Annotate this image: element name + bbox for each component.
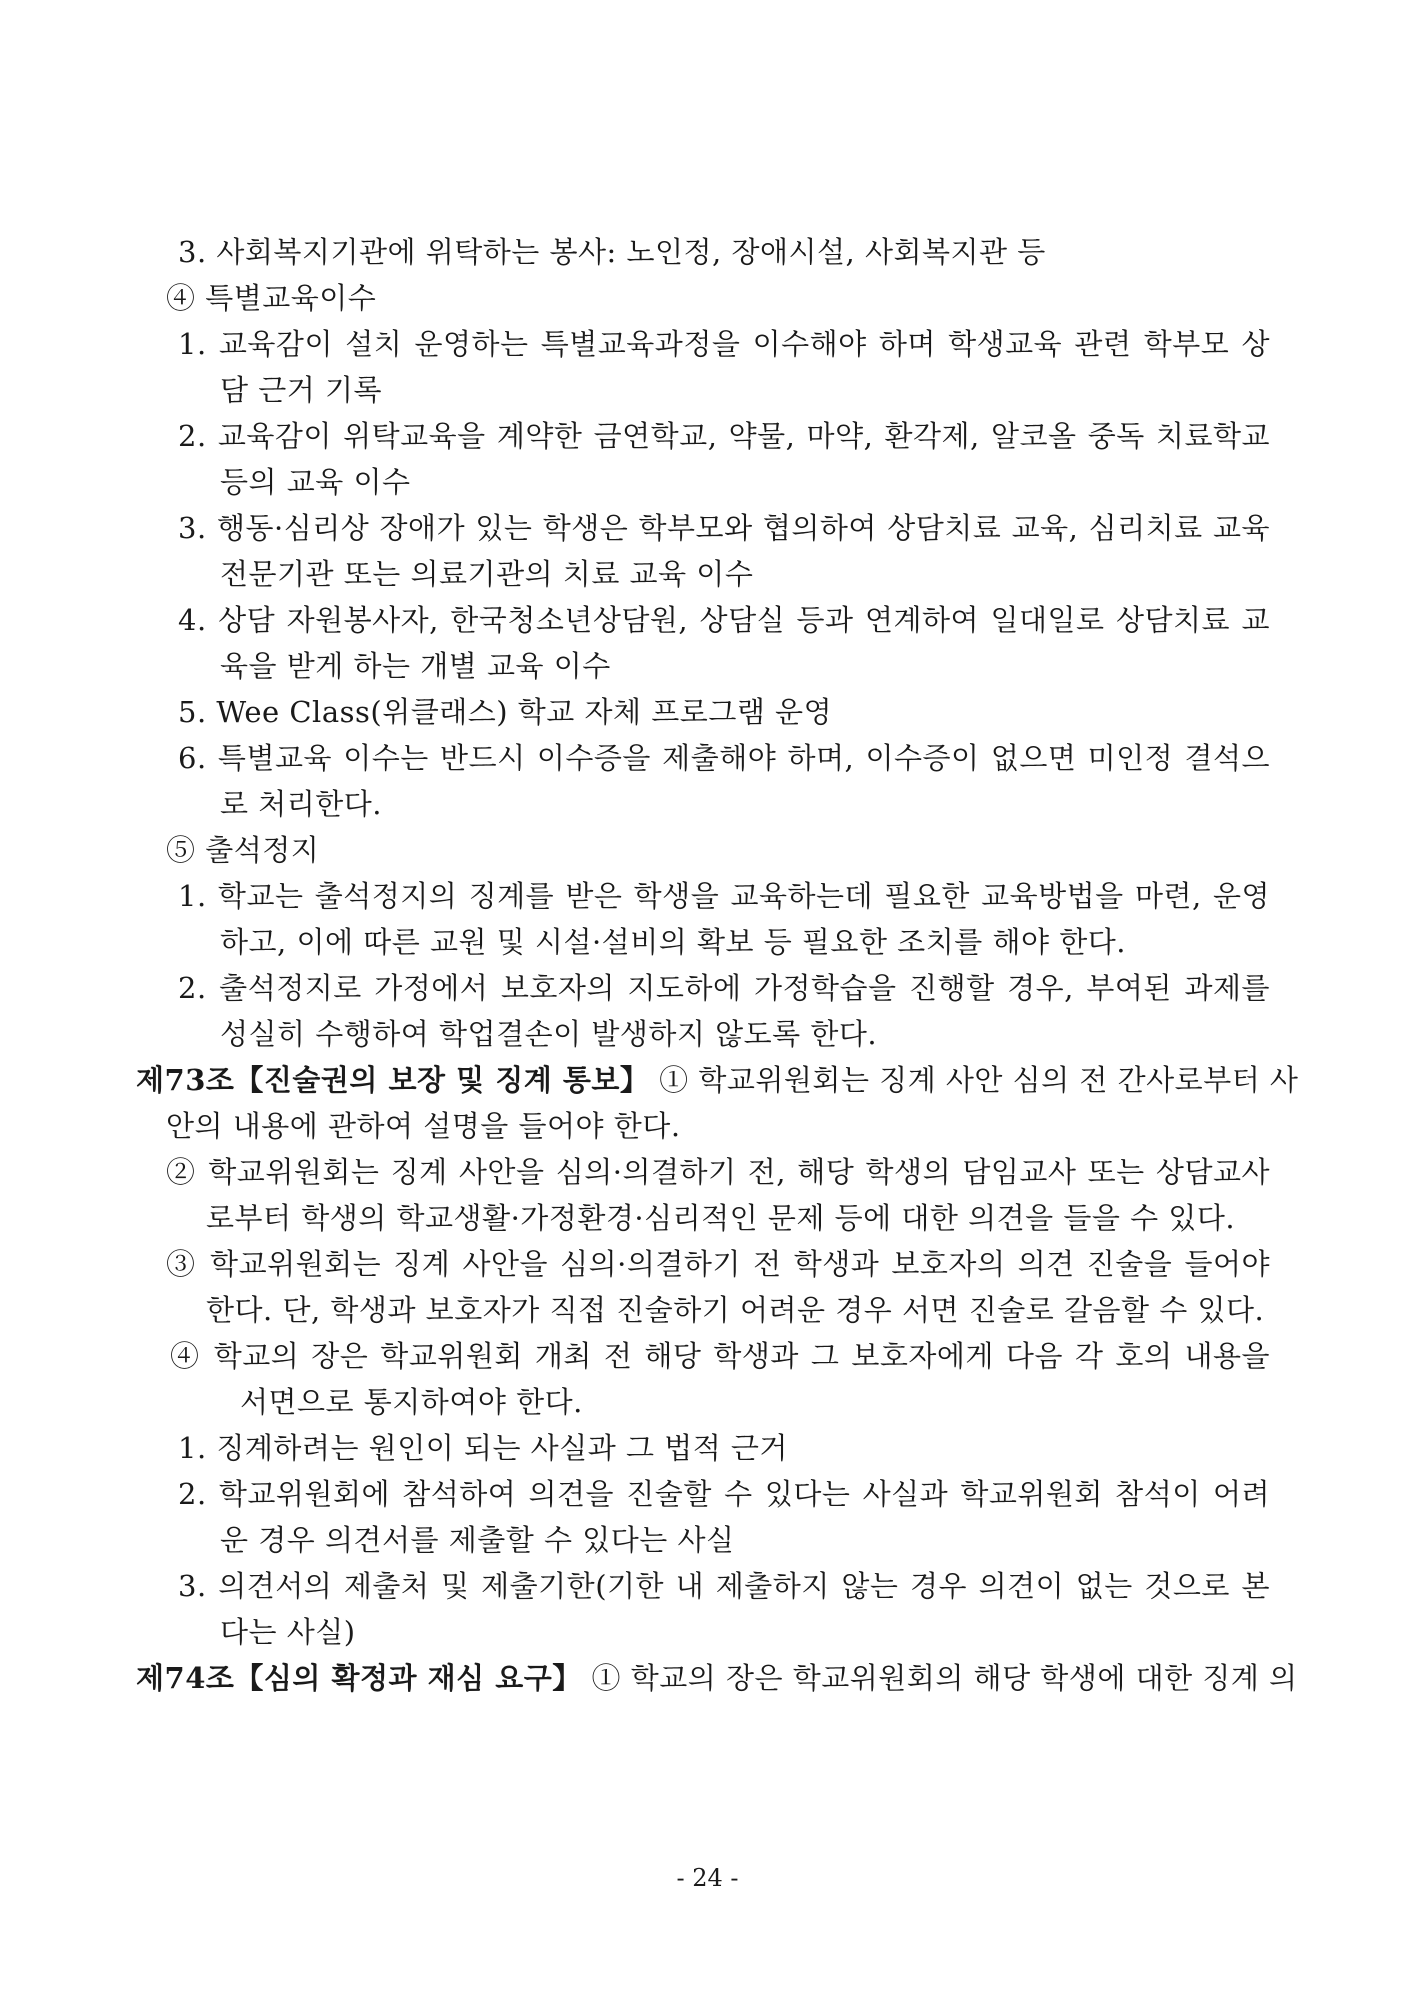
paragraph: ④ 학교의 장은 학교위원회 개최 전 해당 학생과 그 보호자에게 다음 각 호의 내용을 xyxy=(170,1339,1270,1373)
list-item-continuation: 다는 사실) xyxy=(220,1615,356,1649)
list-item: 6. 특별교육 이수는 반드시 이수증을 제출해야 하며, 이수증이 없으면 미인정 결석으 xyxy=(178,741,1270,775)
section-heading: ④ 특별교육이수 xyxy=(166,281,377,315)
article-74-text: ① 학교의 장은 학교위원회의 해당 학생에 대한 징계 의 xyxy=(591,1661,1298,1695)
paragraph: ② 학교위원회는 징계 사안을 심의·의결하기 전, 해당 학생의 담임교사 또는 상담교사 xyxy=(166,1155,1270,1189)
list-item-continuation: 담 근거 기록 xyxy=(220,373,383,407)
article-73-title: 제73조【진술권의 보장 및 징계 통보】 xyxy=(136,1063,650,1097)
list-item-continuation: 전문기관 또는 의료기관의 치료 교육 이수 xyxy=(220,557,754,591)
section-heading: ⑤ 출석정지 xyxy=(166,833,320,867)
list-item: 3. 사회복지기관에 위탁하는 봉사: 노인정, 장애시설, 사회복지관 등 xyxy=(178,235,1046,269)
list-item: 1. 징계하려는 원인이 되는 사실과 그 법적 근거 xyxy=(178,1431,788,1465)
paragraph-continuation: 한다. 단, 학생과 보호자가 직접 진술하기 어려운 경우 서면 진술로 갈음할 수 있다. xyxy=(206,1293,1265,1327)
list-item-continuation: 육을 받게 하는 개별 교육 이수 xyxy=(220,649,611,683)
list-item-continuation: 등의 교육 이수 xyxy=(220,465,411,499)
list-item: 1. 학교는 출석정지의 징계를 받은 학생을 교육하는데 필요한 교육방법을 마련, 운영 xyxy=(178,879,1270,913)
list-item: 1. 교육감이 설치 운영하는 특별교육과정을 이수해야 하며 학생교육 관련 학부모 상 xyxy=(178,327,1270,361)
list-item-continuation: 성실히 수행하여 학업결손이 발생하지 않도록 한다. xyxy=(220,1017,878,1051)
list-item: 5. Wee Class(위클래스) 학교 자체 프로그램 운영 xyxy=(178,695,833,729)
list-item: 3. 의견서의 제출처 및 제출기한(기한 내 제출하지 않는 경우 의견이 없는 것으로 본 xyxy=(178,1569,1270,1603)
article-73 xyxy=(136,1060,1299,1100)
list-item: 4. 상담 자원봉사자, 한국청소년상담원, 상담실 등과 연계하여 일대일로 상담치료 교 xyxy=(178,603,1270,637)
list-item: 3. 행동·심리상 장애가 있는 학생은 학부모와 협의하여 상담치료 교육, 심리치료 교육 xyxy=(178,511,1270,545)
list-item: 2. 학교위원회에 참석하여 의견을 진술할 수 있다는 사실과 학교위원회 참석이 어려 xyxy=(178,1477,1270,1511)
list-item-continuation: 하고, 이에 따른 교원 및 시설·설비의 확보 등 필요한 조치를 해야 한다. xyxy=(220,925,1126,959)
paragraph-continuation: 안의 내용에 관하여 설명을 들어야 한다. xyxy=(166,1109,681,1143)
article-74 xyxy=(136,1658,1298,1698)
paragraph-continuation: 서면으로 통지하여야 한다. xyxy=(240,1385,583,1419)
list-item: 2. 출석정지로 가정에서 보호자의 지도하에 가정학습을 진행할 경우, 부여된 과제를 xyxy=(178,971,1270,1005)
list-item-continuation: 로 처리한다. xyxy=(220,787,383,821)
page-number: - 24 - xyxy=(676,1864,739,1892)
list-item-continuation: 운 경우 의견서를 제출할 수 있다는 사실 xyxy=(220,1523,735,1557)
paragraph: ③ 학교위원회는 징계 사안을 심의·의결하기 전 학생과 보호자의 의견 진술을 들어야 xyxy=(166,1247,1270,1281)
list-item: 2. 교육감이 위탁교육을 계약한 금연학교, 약물, 마약, 환각제, 알코올 중독 치료학교 xyxy=(178,419,1270,453)
article-73-text: ① 학교위원회는 징계 사안 심의 전 간사로부터 사 xyxy=(659,1063,1299,1097)
article-74-title: 제74조【심의 확정과 재심 요구】 xyxy=(136,1661,582,1695)
paragraph-continuation: 로부터 학생의 학교생활·가정환경·심리적인 문제 등에 대한 의견을 들을 수 있다. xyxy=(206,1201,1236,1235)
